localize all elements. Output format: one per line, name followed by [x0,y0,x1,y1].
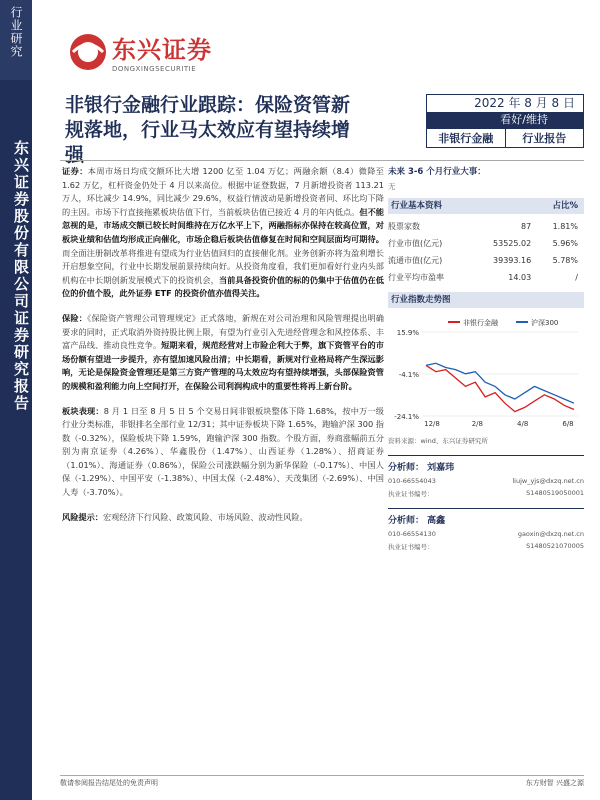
stats-row [388,252,584,269]
analyst-cert: 执业证书编号： S1480519050001 [388,489,584,498]
analyst-name: 分析师： 高鑫 [388,516,446,526]
risk-paragraph: 风险提示：宏观经济下行风险、政策风险、市场风险、波动性风险。 [62,511,308,522]
stats-cell-p: 5.78% [552,256,578,265]
y-tick-label: -24.1% [394,413,419,421]
future-events-label: 未来 3-6 个月行业大事： [388,167,486,177]
footer-slogan: 东方财智 兴盛之源 [525,779,584,787]
stats-row [388,218,584,235]
industry-tag: 非银行金融 [427,129,506,147]
logo-cn: 东兴证券 [112,36,212,64]
stats-cell-v: 53525.02 [493,239,532,248]
x-tick-label: 4/8 [517,420,529,428]
report-type-tag: 行业报告 [522,132,567,145]
sidebar-top-label: 行业研究 [0,0,32,80]
main-body [62,165,384,535]
basic-data-header: 行业基本资料 占比% [388,198,584,214]
report-meta [426,94,584,148]
performance-paragraph: 板块表现：8 月 1 日至 8 月 5 日 5 个交易日间非银板块整体下降 1.68%，按中万一级行业分类标准，非银排名全部行业 12/31；其中证券板块下降 1.65%，跑输沪深 300 指数（-0.32%），保险板块下降 1.59%，跑输沪深 300 指数。个股方面，券商涨幅前五分别为南京证券（4.26%）、华鑫股份（1.47%）、山西证券（1.28%）、招商证券（1.01%）、海通证券（0.86%），保险公司涨跌幅分别为新华保险（-0.17%）、中国人保（-1.29%）、中国平安（-1.38%）、中国太保（-2.48%）、天茂集团（-2.69%）、中国人寿（-3.70%）。 [62,405,384,498]
analyst-name: 分析师： 刘嘉玮 [388,463,455,473]
stats-cell-p: 1.81% [552,222,578,231]
insurance-paragraph: 保险：《保险资产管理公司管理规定》正式落地，新规在对公司治理和风险管理提出明确要求的同时，正式取消外资持股比例上限，有望为行业引入先进经营理念和风控体系、丰富产品线、推动良性竞争。短期来看，规范经营对上市险企利大于弊，旗下资管平台的市场份额有望进一步提升，亦有望加速风险出清；中长期看，新规对行业格局将产生深远影响，无论是保险资金管理还是第三方资产管理的马太效应均有望持续增强，头部保险资管的规模和盈利能力向上空间打开，在保险公司利润构成中的重要性将再上新台阶。 [62,312,384,391]
stats-cell-v: 39393.16 [493,256,532,265]
stats-cell-k: 股票家数 [388,222,420,231]
meta-tags [426,128,584,148]
logo [68,30,212,73]
x-tick-label: 6/8 [562,420,574,428]
series-line [426,365,574,411]
x-tick-label: 2/8 [471,420,483,428]
logo-en: DONGXINGSECURITIE [112,65,197,73]
x-tick-label: 12/8 [424,420,440,428]
analyst-card [388,508,584,551]
y-tick-label: -4.1% [398,371,419,379]
report-date: 2022 年 8 月 8 日 [426,94,584,112]
stats-cell-v: 14.03 [508,273,532,282]
stats-cell-p: 5.96% [552,239,578,248]
stats-row [388,269,584,286]
stats-cell-k: 行业平均市盈率 [388,273,444,282]
securities-paragraph: 证券：本周市场日均成交额环比大增 1200 亿至 1.04 万亿；两融余额（8.4）微降至 1.62 万亿，杠杆资金仍处于 4 月以来高位。根据中证登数据，7 月新增投资者 113.21 万人，环比减少 14.9%，同比减少 29.6%，权益行情波动是新增投资者同、环比均下降的主因。市场下行直接拖累板块估值下行，当前板块估值已接近 4 月的年内低点。但不能忽视的是，市场成交额已较长时间维持在万亿水平上下，两融指标亦保持在较高位置，对板块业绩和估值均形成正向催化，市场企稳后板块估值修复在时间和空间层面均可期待。而全面注册制改革将推进有望成为行业估值回归的直接催化剂。业务创新亦将为盈利增长开启想象空间，行业中长期发展前景持续向好。从投资角度看，我们更加看好行业内头部机构在中长期创新发展模式下的投资机会，当前具备投资价值的标的仍集中于估值仍在低位的价值个股，此外证券 ETF 的投资价值亦值得关注。 [62,166,384,299]
stats-cell-k: 行业市值(亿元) [388,239,443,248]
chart-source: 资料来源：wind、东兴证券研究所 [388,437,488,445]
report-title: 非银行金融行业跟踪：保险资管新规落地，行业马太效应有望持续增强 [65,94,351,166]
y-tick-label: 15.9% [396,329,419,337]
stats-cell-k: 流通市值(亿元) [388,256,443,265]
stats-row [388,235,584,252]
basic-data-table [388,218,584,286]
logo-mark-icon [68,32,108,72]
legend-label: 沪深300 [531,319,559,327]
index-chart-svg [388,314,584,434]
analyst-card [388,455,584,498]
rating-badge: 看好/维持 [426,112,584,128]
sidebar-company-label: 东兴证券股份有限公司证券研究报告 [12,140,30,412]
index-chart [388,314,584,434]
sidebar [0,0,32,800]
chart-header: 行业指数走势图 [388,292,584,308]
analyst-cert: 执业证书编号： S1480521070005 [388,542,584,551]
future-events-value: 无 [388,182,396,191]
footer-disclaimer: 敬请参阅报告结尾处的免责声明 [60,779,158,787]
legend-label: 非银行金融 [463,319,498,327]
analyst-contact: 010-66554130 gaoxin@dxzq.net.cn [388,530,584,538]
footer [60,775,584,788]
divider [60,160,584,161]
right-panel [388,165,584,551]
stats-cell-v: 87 [521,222,532,231]
stats-cell-p: / [575,273,578,282]
analyst-contact: 010-66554043 liujw_yjs@dxzq.net.cn [388,477,584,485]
